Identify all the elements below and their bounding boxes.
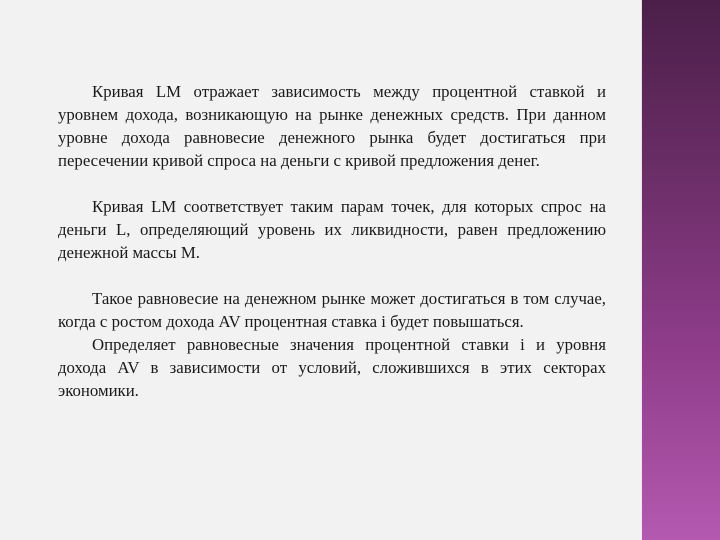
decorative-divider-line (641, 0, 642, 540)
paragraph-equilibrium: Такое равновесие на денежном рынке может достигаться в том случае, когда с ростом дохода AV процентная ставка i будет повышаться. (58, 289, 606, 331)
slide-body-text (58, 80, 606, 402)
paragraph-determines: Определяет равновесные значения процентной ставки i и уровня дохода AV в зависимости от условий, сложившихся в этих секторах экономики. (58, 335, 606, 400)
paragraph-gap (58, 172, 606, 195)
paragraph-lm-definition: Кривая LM отражает зависимость между процентной ставкой и уровнем дохода, возникающую на рынке денежных средств. При данном уровне дохода равновесие денежного рынка будет достигаться при пересечении кривой спроса на деньги с кривой предложения денег. (58, 82, 606, 170)
decorative-side-band (641, 0, 720, 540)
paragraph-lm-points: Кривая LM соответствует таким парам точек, для которых спрос на деньги L, определяющий уровень их ликвидности, равен предложению денежной массы М. (58, 197, 606, 262)
paragraph-gap (58, 264, 606, 287)
